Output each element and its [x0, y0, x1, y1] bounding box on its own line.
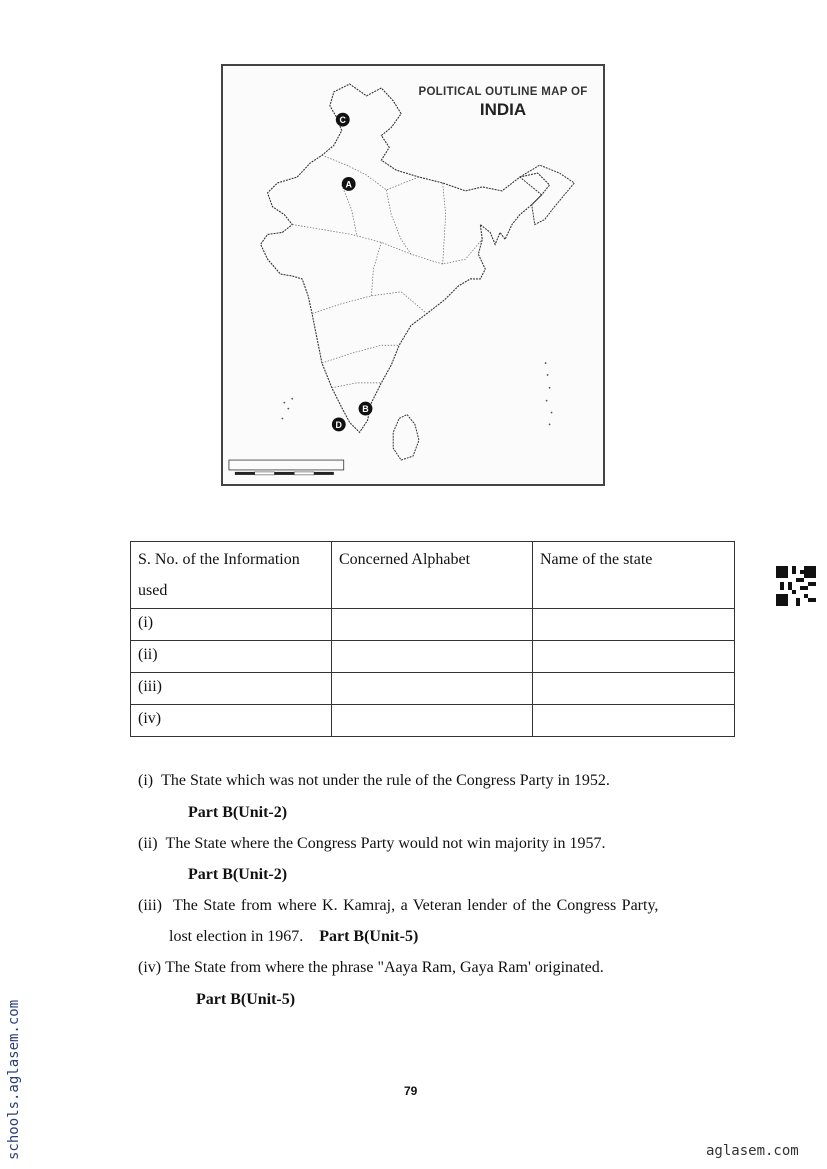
table-cell-state[interactable]	[533, 705, 735, 737]
bottom-watermark[interactable]: aglasem.com	[706, 1143, 799, 1159]
question-3-text2: lost election in 1967.	[169, 928, 304, 945]
table-cell-info: (i)	[131, 609, 332, 641]
table-header-state: Name of the state	[533, 542, 735, 609]
page-number: 79	[404, 1084, 418, 1098]
map-marker-c-label: C	[339, 115, 346, 126]
question-3-line2	[169, 927, 418, 947]
question-2	[138, 834, 738, 854]
table-row	[131, 609, 735, 641]
map-marker-a	[342, 177, 356, 191]
map-marker-b-label: B	[362, 404, 369, 415]
qr-code-icon[interactable]	[776, 566, 816, 606]
table-cell-info: (iv)	[131, 705, 332, 737]
question-2-text: The State where the Congress Party would not win majority in 1957.	[165, 835, 606, 852]
table-cell-alphabet[interactable]	[332, 609, 533, 641]
map-marker-d-label: D	[335, 419, 342, 430]
table-cell-state[interactable]	[533, 609, 735, 641]
table-cell-alphabet[interactable]	[332, 673, 533, 705]
question-4	[138, 958, 738, 978]
map-title-line1: POLITICAL OUTLINE MAP OF	[418, 86, 588, 98]
table-cell-info: (ii)	[131, 641, 332, 673]
islands	[281, 362, 552, 425]
sri-lanka-outline	[393, 415, 419, 461]
table-cell-alphabet[interactable]	[332, 641, 533, 673]
table-header-info: S. No. of the Information used	[131, 542, 332, 609]
india-political-outline-map	[221, 64, 605, 486]
question-3-text: The State from where K. Kamraj, a Veteran lender of the Congress Party,	[173, 897, 659, 914]
table-cell-alphabet[interactable]	[332, 705, 533, 737]
question-4-number: (iv)	[138, 959, 162, 976]
question-3	[138, 896, 738, 916]
side-watermark[interactable]: schools.aglasem.com	[6, 999, 22, 1160]
question-4-part: Part B(Unit-5)	[196, 991, 296, 1008]
question-1-number: (i)	[138, 772, 154, 789]
table-cell-info: (iii)	[131, 673, 332, 705]
question-1-part: Part B(Unit-2)	[188, 804, 288, 821]
table-header-row	[131, 542, 735, 609]
table-row	[131, 705, 735, 737]
map-marker-a-label: A	[345, 179, 352, 190]
state-borders	[292, 155, 482, 388]
question-2-number: (ii)	[138, 835, 158, 852]
table-header-alphabet: Concerned Alphabet	[332, 542, 533, 609]
map-title-line2: INDIA	[479, 100, 527, 119]
question-2-part: Part B(Unit-2)	[188, 866, 288, 883]
northeast-outline	[520, 165, 574, 224]
india-mainland-outline	[261, 84, 550, 432]
map-marker-c	[336, 113, 350, 127]
question-3-part: Part B(Unit-5)	[319, 928, 419, 945]
map-marker-d	[332, 418, 346, 432]
india-map-drawing	[223, 66, 603, 484]
answer-table	[130, 541, 735, 737]
question-1-text: The State which was not under the rule of the Congress Party in 1952.	[161, 772, 610, 789]
question-3-number: (iii)	[138, 897, 162, 914]
map-scale-bar	[229, 460, 344, 475]
table-row	[131, 641, 735, 673]
question-1	[138, 771, 738, 791]
map-title	[403, 86, 603, 120]
table-cell-state[interactable]	[533, 673, 735, 705]
map-marker-b	[359, 402, 373, 416]
table-cell-state[interactable]	[533, 641, 735, 673]
question-4-text: The State from where the phrase "Aaya Ram, Gaya Ram' originated.	[165, 959, 604, 976]
table-row	[131, 673, 735, 705]
